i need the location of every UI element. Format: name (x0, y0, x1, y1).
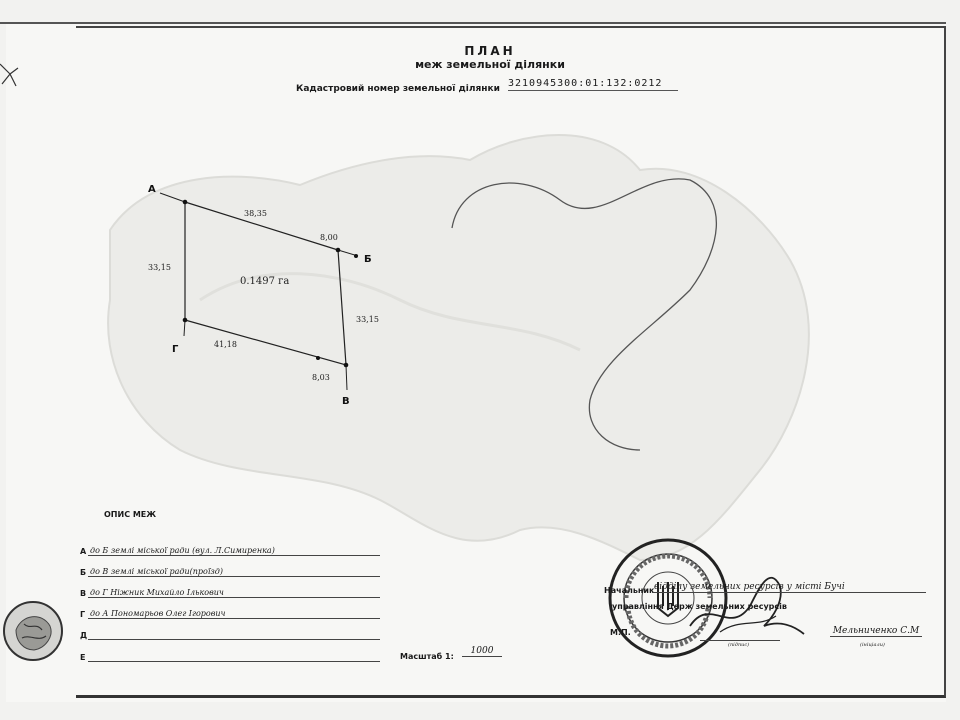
vertex-b (336, 248, 341, 253)
signature-line (700, 640, 780, 641)
vertex-g (183, 318, 188, 323)
boundary-text: до В землі міської ради(проїзд) (88, 567, 380, 577)
dim-gv: 41,18 (214, 340, 237, 349)
boundary-text: до Г Ніжник Михайло Ількович (88, 588, 380, 598)
boundary-mark: Г (80, 610, 86, 619)
vertex-v (344, 363, 349, 368)
boundary-row (80, 563, 380, 577)
vertex-extra-2 (354, 254, 358, 258)
boundary-row (80, 626, 380, 640)
scale-label: Масштаб 1: (400, 652, 454, 661)
boundary-row (80, 584, 380, 598)
scale-value: 1000 (462, 646, 502, 657)
point-label-b: Б (364, 254, 372, 265)
dim-bv: 33,15 (356, 315, 379, 324)
boundary-mark: Б (80, 568, 87, 577)
vertex-a (183, 200, 188, 205)
handwritten-signature (680, 556, 810, 646)
boundary-mark: А (80, 547, 87, 556)
boundary-row (80, 648, 380, 662)
dim-gv-extra: 8,03 (312, 373, 330, 382)
boundaries-title: ОПИС МЕЖ (104, 510, 157, 519)
cadastral-label: Кадастровий номер земельної ділянки (296, 84, 500, 94)
chief-label: Начальник (604, 586, 655, 595)
signer-name: Мельниченко С.М (830, 626, 922, 637)
boundary-row (80, 542, 380, 556)
dim-ab: 38,35 (244, 209, 267, 218)
dim-ab-extra: 8,00 (320, 233, 338, 242)
point-label-v: В (342, 396, 350, 407)
boundary-text (88, 661, 380, 662)
boundary-text: до А Пономарьов Олег Ігорович (88, 609, 380, 619)
boundary-mark: Д (80, 631, 88, 640)
boundary-mark: В (80, 589, 87, 598)
boundary-text: до Б землі міської ради (вул. Л.Симиренка) (88, 546, 380, 556)
page-subtitle: меж земельної ділянки (415, 58, 565, 71)
emblem-icon (2, 600, 64, 662)
point-label-a: А (148, 184, 156, 195)
name-caption: (ініціали) (860, 642, 885, 648)
cadastral-number: 3210945300:01:132:0212 (508, 78, 678, 91)
boundary-text (88, 639, 380, 640)
stamp-place-label: М.П. (610, 628, 631, 637)
dim-ag: 33,15 (148, 263, 171, 272)
chief-department-text: управління Держ земельних ресурсів (612, 602, 787, 611)
point-label-g: Г (172, 344, 179, 355)
vertex-extra-1 (316, 356, 320, 360)
boundary-mark: Е (80, 653, 86, 662)
corner-mark-icon (0, 60, 20, 90)
boundary-row (80, 605, 380, 619)
chief-position-text: відділу земельних ресурсів у місті Бучі (652, 582, 926, 593)
area-label: 0.1497 га (240, 276, 290, 287)
page-title: ПЛАН (464, 44, 516, 58)
signature-caption: (підпис) (728, 642, 750, 648)
